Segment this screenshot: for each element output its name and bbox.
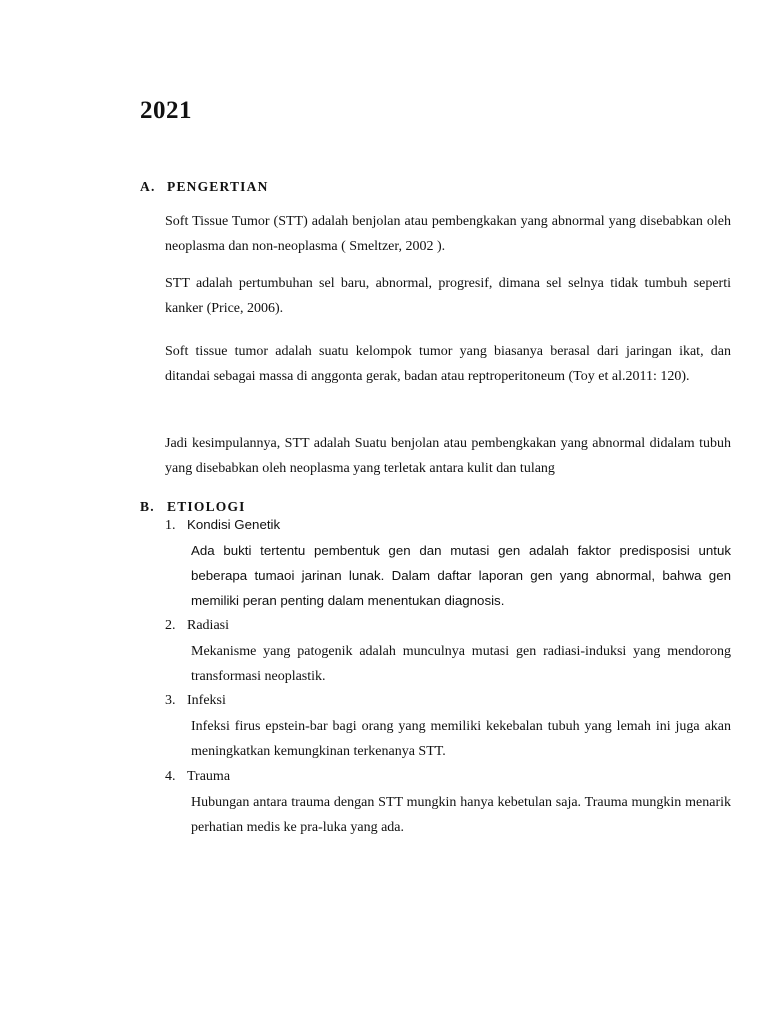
- etiology-item-1-heading: [165, 517, 280, 534]
- definition-paragraph-3: Soft tissue tumor adalah suatu kelompok tumor yang biasanya berasal dari jaringan ikat, dan ditandai sebagai massa di anggonta gerak, badan atau reptroperitoneum (Toy et al.2011: 120).: [165, 344, 731, 384]
- section-a-letter: A.: [140, 179, 156, 194]
- etiology-item-4-number: 4.: [165, 769, 176, 784]
- document-year-heading: 2021: [140, 97, 192, 124]
- section-b-heading: [140, 499, 246, 515]
- section-a-title: PENGERTIAN: [167, 179, 269, 194]
- etiology-item-2-number: 2.: [165, 618, 176, 633]
- etiology-item-3-title: Infeksi: [187, 693, 226, 708]
- etiology-item-4-title: Trauma: [187, 769, 231, 784]
- etiology-item-1-number: 1.: [165, 518, 176, 533]
- etiology-item-1-text: Ada bukti tertentu pembentuk gen dan mutasi gen adalah faktor predisposisi untuk beberapa tumaoi jarinan lunak. Dalam daftar laporan gen yang abnormal, bahwa gen memiliki peran penting dalam menentukan diagnosis.: [191, 543, 731, 608]
- definition-paragraph-2: STT adalah pertumbuhan sel baru, abnormal, progresif, dimana sel selnya tidak tumbuh seperti kanker (Price, 2006).: [165, 276, 731, 316]
- etiology-item-2-heading: [165, 618, 229, 634]
- etiology-item-4-text: Hubungan antara trauma dengan STT mungkin hanya kebetulan saja. Trauma mungkin menarik perhatian medis ke pra-luka yang ada.: [191, 795, 731, 835]
- etiology-item-4-heading: [165, 769, 230, 785]
- definition-paragraph-1: Soft Tissue Tumor (STT) adalah benjolan atau pembengkakan yang abnormal yang disebabkan oleh neoplasma dan non-neoplasma ( Smeltzer, 2002 ).: [165, 214, 731, 254]
- etiology-item-3-number: 3.: [165, 693, 176, 708]
- etiology-item-2-title: Radiasi: [187, 618, 229, 633]
- section-a-heading: [140, 179, 269, 195]
- etiology-item-1-title: Kondisi Genetik: [187, 517, 281, 532]
- etiology-item-3-heading: [165, 693, 226, 709]
- section-b-title: ETIOLOGI: [167, 499, 246, 514]
- definition-conclusion-paragraph: Jadi kesimpulannya, STT adalah Suatu benjolan atau pembengkakan yang abnormal didalam tubuh yang disebabkan oleh neoplasma yang terletak antara kulit dan tulang: [165, 436, 731, 476]
- etiology-item-2-text: Mekanisme yang patogenik adalah munculnya mutasi gen radiasi-induksi yang mendorong transformasi neoplastik.: [191, 644, 731, 684]
- etiology-item-3-text: Infeksi firus epstein-bar bagi orang yang memiliki kekebalan tubuh yang lemah ini juga akan meningkatkan kemungkinan terkenanya STT.: [191, 719, 731, 759]
- section-b-letter: B.: [140, 499, 155, 514]
